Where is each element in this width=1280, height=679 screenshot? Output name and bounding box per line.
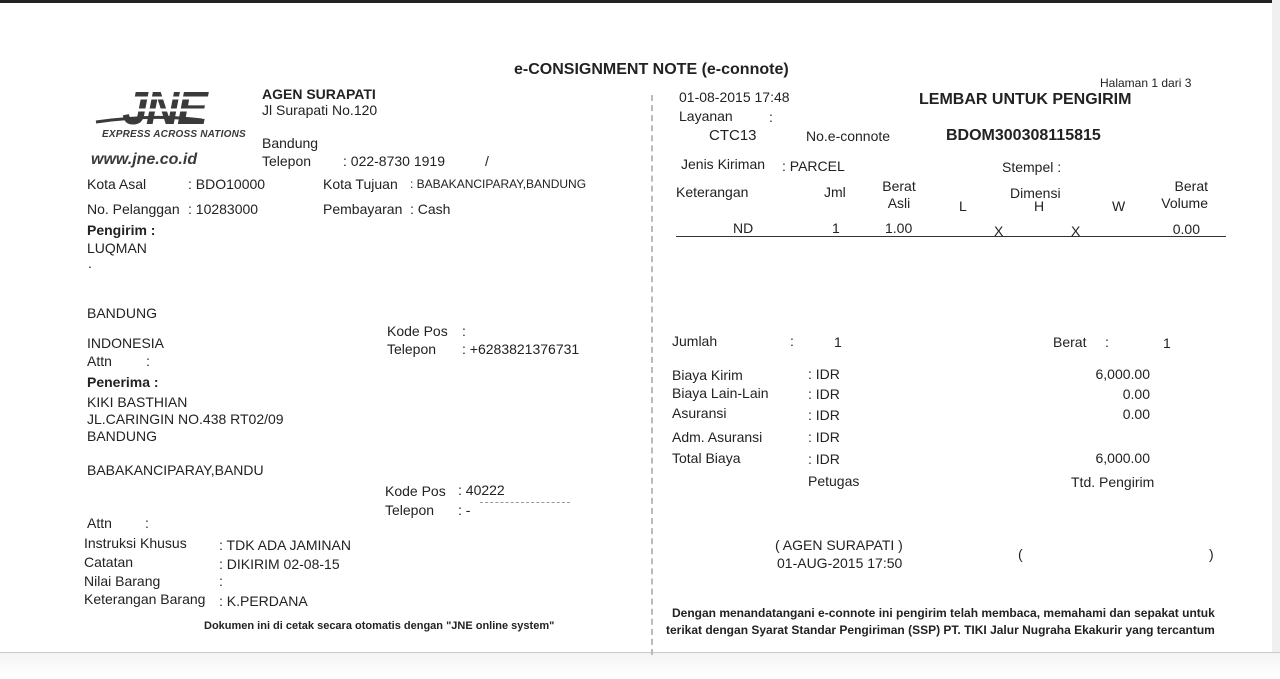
jumlah-label: Jumlah [672,333,718,349]
lembar-title: LEMBAR UNTUK PENGIRIM [919,91,1132,108]
sender-telepon-value: : +6283821376731 [462,341,580,357]
receiver-attn-colon: : [145,515,149,531]
layanan-colon: : [769,109,773,125]
footer-note: Dokumen ini di cetak secara otomatis dengan "JNE online system" [204,620,555,632]
top-edge [0,0,1280,3]
asuransi-currency: : IDR [808,407,840,423]
receiver-heading: Penerima : [87,374,159,390]
kota-asal-value: : BDO10000 [188,176,266,192]
jumlah-value: 1 [834,334,842,350]
pelanggan-label: No. Pelanggan [87,201,180,217]
berat-total-value: 1 [1163,335,1171,351]
disclaimer-line-1: Dengan menandatangani e-connote ini pengirim telah membaca, memahami dan sepakat untuk [672,606,1215,620]
sender-kodepos-value: : [462,323,466,339]
receiver-attn-label: Attn [87,515,112,531]
col-berat-asli-2: Asli [887,195,911,211]
receiver-kodepos-value: : 40222 [458,482,505,498]
nilai-barang-label: Nilai Barang [84,573,161,589]
row-dim-x1: X [994,223,1004,239]
col-berat-asli-1: Berat [882,178,916,194]
pembayaran-label: Pembayaran [323,201,403,217]
logo-tagline: EXPRESS ACROSS NATIONS [102,129,246,140]
row-keterangan: ND [733,220,754,236]
col-keterangan: Keterangan [676,184,749,200]
agent-phone-value: : 022-8730 1919 [343,153,445,169]
logo-url: www.jne.co.id [91,151,198,168]
receiver-address: JL.CARINGIN NO.438 RT02/09 [87,411,284,427]
sender-city: BANDUNG [87,305,158,321]
adm-asuransi-label: Adm. Asuransi [672,429,763,445]
biaya-kirim-currency: : IDR [808,366,840,382]
berat-total-colon: : [1105,334,1109,350]
keterangan-barang-value: : K.PERDANA [219,593,308,609]
col-h: H [1034,198,1045,214]
col-berat-volume-1: Berat [1174,178,1208,194]
total-biaya-value: 6,000.00 [1095,450,1150,466]
print-datetime: 01-08-2015 17:48 [679,89,790,105]
kota-tujuan-label: Kota Tujuan [323,176,398,192]
right-edge [1272,0,1280,678]
jumlah-colon: : [790,333,794,349]
col-l: L [959,198,967,214]
sender-country: INDONESIA [87,335,165,351]
receiver-telepon-line [480,502,570,503]
sender-kodepos-label: Kode Pos [387,323,448,339]
berat-total-label: Berat [1053,334,1087,350]
catatan-value: : DIKIRIM 02-08-15 [219,556,340,572]
kota-asal-label: Kota Asal [87,176,147,192]
col-w: W [1112,198,1126,214]
receiver-city: BANDUNG [87,428,158,444]
agent-address: Jl Surapati No.120 [262,102,378,118]
layanan-label: Layanan [679,108,733,124]
asuransi-label: Asuransi [672,405,727,421]
jne-logo-icon [92,84,236,130]
signature-datetime: 01-AUG-2015 17:50 [777,555,903,571]
col-berat-volume-2: Volume [1161,195,1208,211]
asuransi-value: 0.00 [1122,406,1150,422]
bottom-edge [0,652,1280,679]
biaya-lain-currency: : IDR [808,386,840,402]
row-dim-x2: X [1071,223,1081,239]
keterangan-barang-label: Keterangan Barang [84,591,206,607]
nilai-barang-value: : [219,573,223,589]
biaya-kirim-label: Biaya Kirim [672,367,743,383]
row-volume: 0.00 [1172,221,1200,237]
biaya-lain-label: Biaya Lain-Lain [672,385,769,401]
sender-address-dot: . [88,255,92,271]
receiver-name: KIKI BASTHIAN [87,394,188,410]
sender-telepon-label: Telepon [387,341,437,357]
biaya-lain-value: 0.00 [1122,386,1150,402]
fold-divider [651,95,653,655]
signature-agent: ( AGEN SURAPATI ) [775,537,903,553]
table-rule [676,236,1226,237]
ttd-pengirim-label: Ttd. Pengirim [1071,474,1155,490]
service-code: CTC13 [709,127,757,144]
sender-name: LUQMAN [87,240,147,256]
jenis-kiriman-value: : PARCEL [782,158,845,174]
receiver-telepon-value: : - [458,502,471,518]
sender-heading: Pengirim : [87,222,156,238]
total-biaya-label: Total Biaya [672,450,741,466]
total-biaya-currency: : IDR [808,451,840,467]
catatan-label: Catatan [84,554,134,570]
connote-label: No.e-connote [806,128,891,144]
agent-name: AGEN SURAPATI [262,86,376,102]
petugas-label: Petugas [808,473,860,489]
sender-attn-label: Attn [87,353,112,369]
signature-paren-close: ) [1209,546,1214,562]
receiver-kodepos-label: Kode Pos [385,483,446,499]
signature-paren-open: ( [1018,546,1023,562]
kota-tujuan-value: : BABAKANCIPARAY,BANDUNG [410,177,587,191]
agent-phone-separator: / [485,153,489,169]
document-title: e-CONSIGNMENT NOTE (e-connote) [514,61,789,78]
biaya-kirim-value: 6,000.00 [1095,366,1150,382]
jenis-kiriman-label: Jenis Kiriman [681,156,766,172]
instruksi-value: : TDK ADA JAMINAN [219,537,351,553]
logo-text: JNE [122,84,206,130]
pelanggan-value: : 10283000 [188,201,259,217]
disclaimer-line-2: terikat dengan Syarat Standar Pengiriman (SSP) PT. TIKI Jalur Nugraha Ekakurir yang tercantum [666,623,1215,637]
agent-phone-label: Telepon [262,153,312,169]
page-info: Halaman 1 dari 3 [1100,76,1192,90]
row-berat: 1.00 [885,220,913,236]
connote-number: BDOM300308115815 [946,127,1101,144]
adm-asuransi-currency: : IDR [808,429,840,445]
stempel-label: Stempel : [1002,159,1062,175]
agent-city: Bandung [262,135,319,151]
pembayaran-value: : Cash [410,201,451,217]
row-jml: 1 [832,220,840,236]
instruksi-label: Instruksi Khusus [84,535,187,551]
col-dimensi: Dimensi [1010,185,1061,201]
receiver-area: BABAKANCIPARAY,BANDU [87,462,264,478]
col-jml: Jml [824,184,846,200]
receiver-telepon-label: Telepon [385,502,435,518]
sender-attn-colon: : [146,353,150,369]
